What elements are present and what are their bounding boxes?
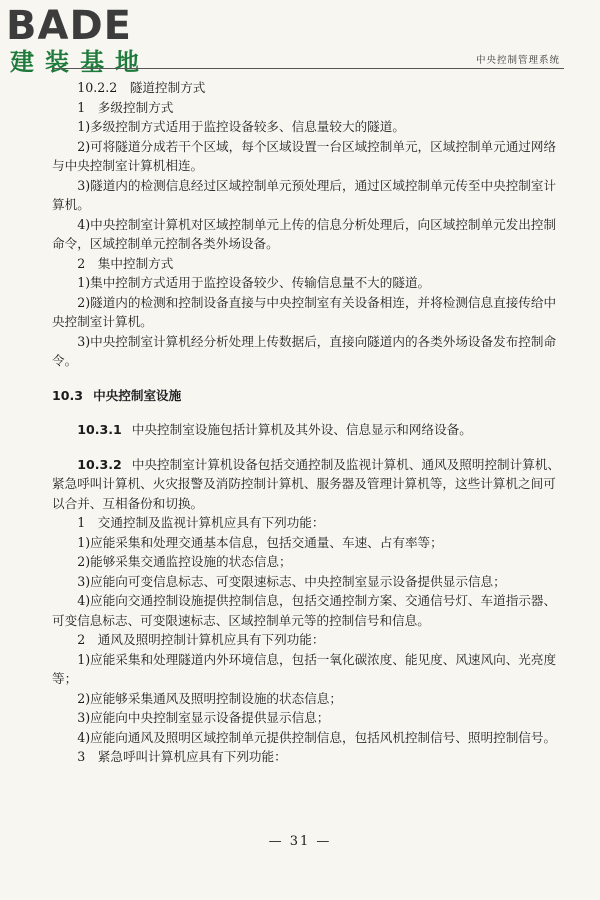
spacer xyxy=(52,371,560,386)
paragraph: 1)多级控制方式适用于监控设备较多、信息量较大的隧道。 xyxy=(77,119,405,134)
paragraph: 4)应能向通风及照明区域控制单元提供控制信息，包括风机控制信号、照明控制信号。 xyxy=(77,729,557,745)
clause-number: 10.3.2 xyxy=(77,456,122,472)
clause-10-2-2-heading: 10.2.2 隧道控制方式 xyxy=(77,80,206,95)
clause-text: 中央控制室计算机设备包括交通控制及监视计算机、通风及照明控制计算机、紧急呼叫计算机、火灾报警及消防控制计算机、服务器及管理计算机等，这些计算机之间可以合并、互相备份和切换。 xyxy=(52,456,560,511)
subsection-title: 1 交通控制及监视计算机应具有下列功能： xyxy=(77,515,325,530)
bade-logo xyxy=(6,4,176,76)
spacer xyxy=(52,405,560,420)
paragraph: 4)应能向交通控制设施提供控制信息，包括交通控制方案、交通信号灯、车道指示器、可变信息标志、可变限速标志、区域控制单元等的控制信号和信息。 xyxy=(52,593,557,628)
paragraph: 2)隧道内的检测和控制设备直接与中央控制室有关设备相连，并将检测信息直接传给中央控制室计算机。 xyxy=(52,294,557,329)
paragraph: 2)能够采集交通监控设施的状态信息； xyxy=(77,554,292,569)
logo-text: BADE xyxy=(6,3,132,49)
clause-text: 中央控制室设施包括计算机及其外设、信息显示和网络设备。 xyxy=(131,422,472,437)
running-header: 中央控制管理系统 xyxy=(475,55,560,66)
section-number: 10.3 xyxy=(52,387,84,403)
spacer xyxy=(52,440,560,455)
paragraph: 1)应能采集和处理隧道内外环境信息，包括一氧化碳浓度、能见度、风速风向、光亮度等； xyxy=(52,651,557,686)
logo-subtitle: 建装基地 xyxy=(10,48,150,76)
subsection-title: 2 集中控制方式 xyxy=(77,255,174,271)
page-number: — 31 — xyxy=(268,834,332,849)
subsection-title: 2 通风及照明控制计算机应具有下列功能： xyxy=(77,632,325,647)
paragraph: 3)中央控制室计算机经分析处理上传数据后，直接向隧道内的各类外场设备发布控制命令。 xyxy=(52,333,557,368)
paragraph: 3)应能向可变信息标志、可变限速标志、中央控制室显示设备提供显示信息； xyxy=(77,573,506,589)
clause-10-3-2 xyxy=(52,455,560,514)
paragraph: 2)可将隧道分成若干个区域，每个区域设置一台区域控制单元，区域控制单元通过网络与中央控制室计算机相连。 xyxy=(52,138,557,173)
paragraph: 4)中央控制室计算机对区域控制单元上传的信息分析处理后，向区域控制单元发出控制命令，区域控制单元控制各类外场设备。 xyxy=(52,216,557,251)
subsection-title: 3 紧急呼叫计算机应具有下列功能： xyxy=(77,749,287,764)
paragraph: 1)集中控制方式适用于监控设备较少、传输信息量不大的隧道。 xyxy=(77,275,431,290)
section-title: 中央控制室设施 xyxy=(93,387,182,403)
page-body xyxy=(52,78,560,767)
section-10-3-heading xyxy=(52,386,560,406)
subsection-title: 1 多级控制方式 xyxy=(77,99,174,115)
clause-10-3-1 xyxy=(52,420,560,440)
header-rule xyxy=(52,68,564,69)
paragraph: 2)应能够采集通风及照明控制设施的状态信息； xyxy=(77,690,342,706)
paragraph: 3)应能向中央控制室显示设备提供显示信息； xyxy=(77,710,330,725)
paragraph: 1)应能采集和处理交通基本信息，包括交通量、车速、占有率等； xyxy=(77,534,443,550)
paragraph: 3)隧道内的检测信息经过区域控制单元预处理后，通过区域控制单元传至中央控制室计算机。 xyxy=(52,177,557,212)
clause-number: 10.3.1 xyxy=(77,422,122,437)
